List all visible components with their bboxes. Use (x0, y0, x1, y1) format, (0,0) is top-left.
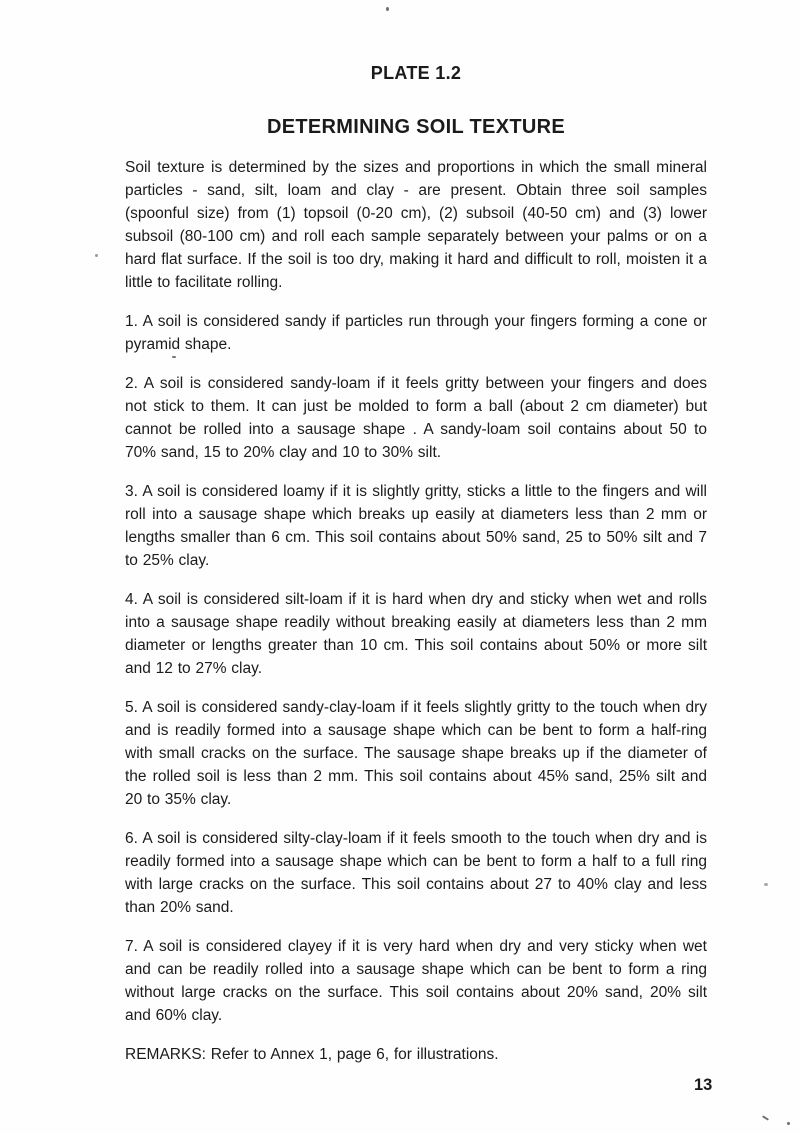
scan-speck (95, 254, 98, 257)
intro-paragraph: Soil texture is determined by the sizes and proportions in which the small mineral particles - sand, silt, loam and clay - are present. Obtain three soil samples (spoonful size) from (1) topsoil (0-20 cm), (2) subsoil (40-50 cm) and (3) lower subsoil (80-100 cm) and roll each sample separately between your palms or on a hard flat surface. If the soil is too dry, making it hard and difficult to roll, moisten it a little to facilitate rolling. (125, 159, 707, 291)
texture-item-sandy: 1. A soil is considered sandy if particles run through your fingers forming a cone or pyramid shape. (125, 313, 707, 353)
remarks-text: REMARKS: Refer to Annex 1, page 6, for illustrations. (125, 1046, 499, 1063)
page-title: DETERMINING SOIL TEXTURE (267, 116, 565, 138)
plate-label: PLATE 1.2 (370, 63, 462, 83)
texture-item-silt-loam: 4. A soil is considered silt-loam if it is hard when dry and sticky when wet and rolls into a sausage shape readily without breaking easily at diameters less than 2 mm diameter or lengths greater than 10 cm. This soil contains about 50% or more silt and 12 to 27% clay. (125, 591, 707, 677)
texture-item-clayey: 7. A soil is considered clayey if it is very hard when dry and very sticky when wet and can be readily rolled into a sausage shape which can be bent to form a ring without large cracks on the surface. This soil contains about 20% sand, 20% silt and 60% clay. (125, 938, 707, 1024)
scan-speck (386, 7, 389, 11)
text-column (125, 0, 707, 1066)
page-number: 13 (694, 1076, 713, 1094)
texture-item-sandy-clay-loam: 5. A soil is considered sandy-clay-loam if it feels slightly gritty to the touch when dry and is readily formed into a sausage shape which can be bent to form a half-ring with small cracks on the surface. The sausage shape breaks up if the diameter of the rolled soil is less than 2 mm. This soil contains about 45% sand, 25% silt and 20 to 35% clay. (125, 699, 707, 808)
scan-speck (172, 356, 176, 358)
scan-speck (762, 1115, 769, 1120)
texture-item-loamy: 3. A soil is considered loamy if it is slightly gritty, sticks a little to the fingers and will roll into a sausage shape which breaks up easily at diameters less than 2 mm or lengths smaller than 6 cm. This soil contains about 50% sand, 25 to 50% silt and 7 to 25% clay. (125, 483, 707, 569)
texture-item-silty-clay-loam: 6. A soil is considered silty-clay-loam if it feels smooth to the touch when dry and is readily formed into a sausage shape which can be bent to form a half to a full ring with large cracks on the surface. This soil contains about 27 to 40% clay and less than 20% sand. (125, 830, 707, 916)
scan-speck (764, 883, 768, 886)
scan-speck (787, 1122, 790, 1125)
texture-item-sandy-loam: 2. A soil is considered sandy-loam if it feels gritty between your fingers and does not stick to them. It can just be molded to form a ball (about 2 cm diameter) but cannot be rolled into a sausage shape . A sandy-loam soil contains about 50 to 70% sand, 15 to 20% clay and 10 to 30% silt. (125, 375, 707, 461)
